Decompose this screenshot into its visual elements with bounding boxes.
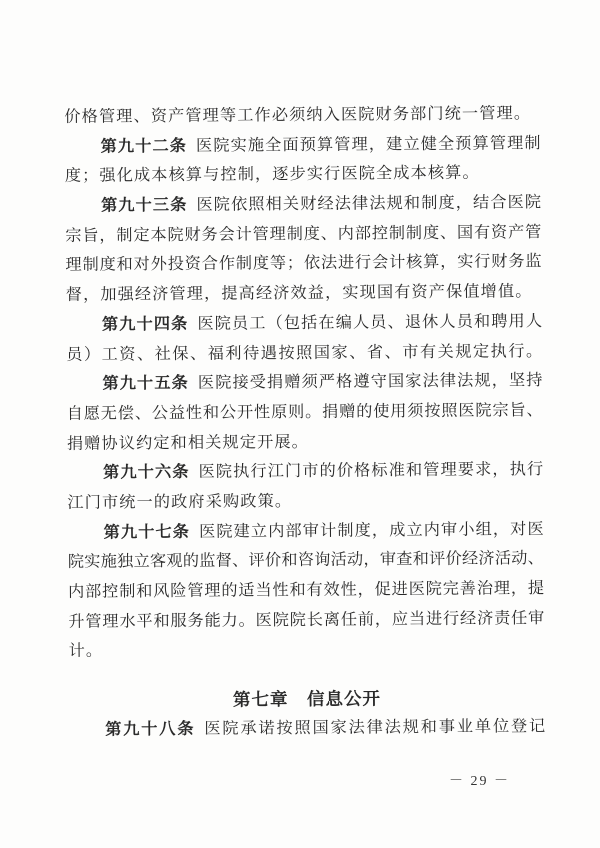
text-line [65,188,541,221]
page-content [64,99,545,745]
text-line [67,455,543,488]
line-text: 计。 [68,641,104,661]
line-text: 医院员工（包括在编人员、退休人员和聘用人 [197,311,543,333]
text-line [65,159,541,192]
line-text: 医院接受捐赠须严格遵守国家法律法规，坚持 [197,371,543,393]
article-number: 第九十二条 [100,136,188,156]
page-number: － 29 － [449,774,510,789]
text-line [65,248,541,281]
line-text: 价格管理、资产管理等工作必须纳入医院财务部门统一管理。 [64,104,532,126]
text-line [68,633,544,666]
text-line [67,485,543,518]
line-text: 医院实施全面预算管理，建立健全预算管理制 [195,133,541,155]
text-line [65,218,541,251]
text-line [69,712,545,745]
line-text: 自愿无偿、公益性和公开性原则。捐赠的使用须按照医院宗旨、 [66,401,543,423]
line-text: 员）工资、社保、福利待遇按照国家、省、市有关规定执行。 [66,341,543,364]
line-text: 捐赠协议约定和相关规定开展。 [66,432,310,453]
line-text: 督，加强经济管理，提高经济效益，实现国有资产保值增值。 [65,282,533,304]
body-text [64,99,544,667]
text-line [68,515,544,548]
line-text: 医院执行江门市的价格标准和管理要求，执行 [198,460,544,482]
body-text-after-heading [69,712,545,745]
line-text: 升管理水平和服务能力。医院院长离任前，应当进行经济责任审 [68,608,545,631]
article-number: 第九十八条 [105,719,196,739]
line-text: 度；强化成本核算与控制，逐步实行医院全成本核算。 [64,163,480,186]
line-text: 理制度和对外投资合作制度等；依法进行会计核算，实行财务监 [65,252,542,275]
text-line [66,277,542,310]
chapter-heading: 第七章 信息公开 [232,688,382,710]
text-line [66,366,542,399]
text-line [68,604,544,637]
text-line [68,574,544,607]
text-line [64,99,540,132]
text-line [67,396,543,429]
article-number: 第九十四条 [101,314,189,334]
text-line [64,129,540,162]
article-number: 第九十六条 [103,463,190,482]
article-number: 第九十三条 [100,195,188,215]
line-text: 宗旨，制定本院财务会计管理制度、内部控制制度、国有资产管 [65,222,542,245]
text-line [67,426,543,459]
text-line [66,337,542,370]
line-text: 医院依照相关财经法律法规和制度，结合医院 [196,193,542,214]
line-text: 医院承诺按照国家法律法规和事业单位登记 [204,717,546,738]
text-line [66,307,542,340]
line-text: 医院建立内部审计制度，成立内审小组，对医 [198,519,544,541]
line-text: 江门市统一的政府采购政策。 [67,492,293,512]
line-text: 内部控制和风险管理的适当性和有效性，促进医院完善治理，提 [68,579,545,601]
line-text: 院实施独立客观的监督、评价和咨询活动，审查和评价经济活动、 [67,549,544,572]
text-line [68,544,544,577]
article-number: 第九十五条 [102,374,189,393]
article-number: 第九十七条 [103,522,191,542]
